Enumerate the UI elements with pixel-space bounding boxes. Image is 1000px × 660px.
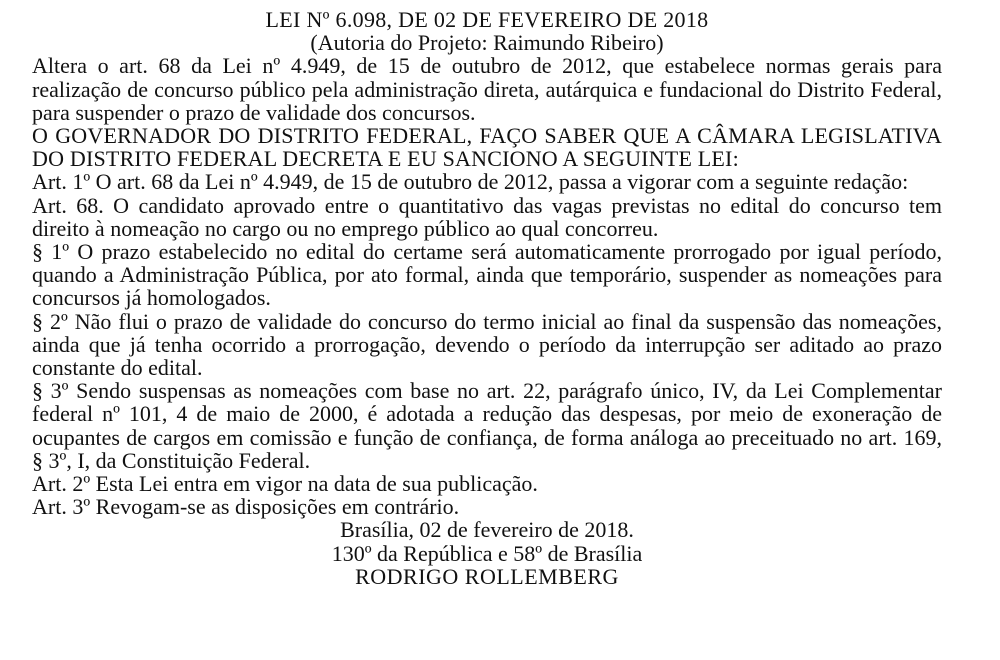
paragraph-1: § 1º O prazo estabelecido no edital do certame será automaticamente prorrogado por igual período, quando a Administração Pública, por ato formal, ainda que temporário, suspender as nomeações para concursos já homologados.: [32, 239, 942, 311]
article-68: Art. 68. O candidato aprovado entre o quantitativo das vagas previstas no edital do concurso tem direito à nomeação no cargo ou no emprego público ao qual concorreu.: [32, 192, 942, 241]
law-ementa: Altera o art. 68 da Lei nº 4.949, de 15 de outubro de 2012, que estabelece normas gerais para realização de concurso público pela administração direta, autárquica e fundacional do Distrito Federal, para suspender o prazo de validade dos concursos.: [32, 53, 942, 125]
article-1: Art. 1º O art. 68 da Lei nº 4.949, de 15 de outubro de 2012, passa a vigorar com a seguinte redação:: [32, 169, 909, 195]
law-title: LEI Nº 6.098, DE 02 DE FEVEREIRO DE 2018: [265, 7, 709, 32]
signatory-name: RODRIGO ROLLEMBERG: [355, 563, 619, 589]
place-date: Brasília, 02 de fevereiro de 2018.: [340, 517, 634, 543]
article-3: Art. 3º Revogam-se as disposições em contrário.: [32, 494, 460, 520]
paragraph-3: § 3º Sendo suspensas as nomeações com base no art. 22, parágrafo único, IV, da Lei Complementar federal nº 101, 4 de maio de 2000, é adotada a redução das despesas, por meio de exoneração de ocupantes de cargos em comissão e função de confiança, de forma análoga ao preceituado no art. 169, § 3º, I, da Constituição Federal.: [32, 378, 942, 473]
article-2: Art. 2º Esta Lei entra em vigor na data de sua publicação.: [32, 471, 538, 497]
law-preamble: O GOVERNADOR DO DISTRITO FEDERAL, FAÇO SABER QUE A CÂMARA LEGISLATIVA DO DISTRITO FEDERAL DECRETA E EU SANCIONO A SEGUINTE LEI:: [32, 123, 942, 172]
years-line: 130º da República e 58º de Brasília: [331, 540, 643, 566]
paragraph-2: § 2º Não flui o prazo de validade do concurso do termo inicial ao final da suspensão das nomeações, ainda que já tenha ocorrido a prorrogação, devendo o período da interrupção ser aditado ao prazo constante do edital.: [32, 308, 942, 381]
law-authorship: (Autoria do Projeto: Raimundo Ribeiro): [310, 30, 664, 56]
